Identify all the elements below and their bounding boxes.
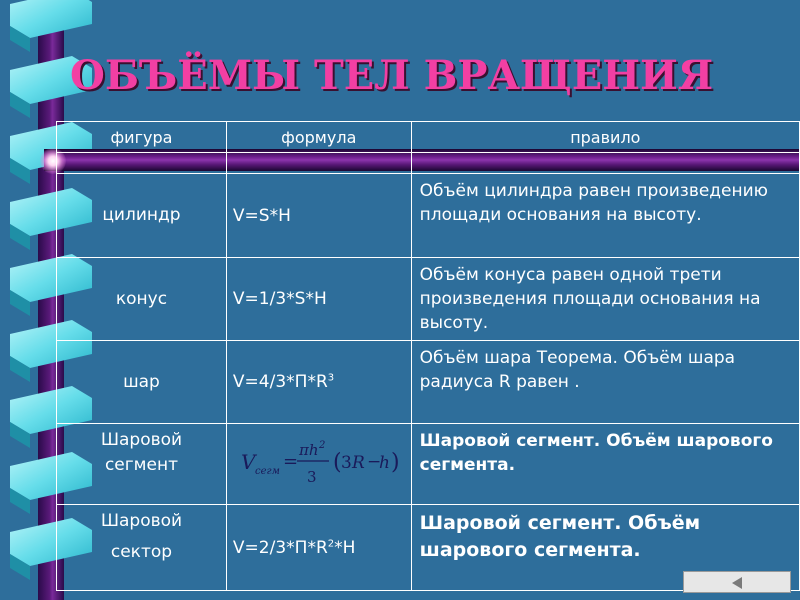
- rule-cell: Шаровой сегмент. Объём шарового сегмента.: [411, 505, 799, 591]
- table-row: [57, 258, 800, 341]
- rule-cell: Объём конуса равен одной трети произведения площади основания на высоту.: [411, 258, 799, 341]
- ribbon-band: [0, 0, 100, 60]
- header-formula: формула: [226, 122, 411, 153]
- svg-text:V: V: [240, 449, 256, 474]
- figure-line: сегмент: [104, 455, 178, 475]
- figure-line: Шаровой: [100, 511, 183, 531]
- volumes-table: [56, 121, 800, 591]
- formula-main: V=2/3*П*R: [232, 537, 328, 558]
- formula-cell: [226, 341, 411, 424]
- table-row: [57, 341, 800, 424]
- svg-text:3: 3: [306, 467, 317, 486]
- figure-line: сектор: [110, 542, 173, 562]
- back-button[interactable]: [683, 571, 791, 593]
- slide-title: ОБЪЁМЫ ТЕЛ ВРАЩЕНИЯ: [70, 52, 714, 99]
- svg-text:R: R: [351, 452, 365, 473]
- formula-main: V=4/3*П*R: [232, 372, 328, 392]
- rule-cell: Шаровой сегмент. Объём шарового сегмента.: [411, 424, 799, 505]
- svg-text:2: 2: [318, 439, 326, 451]
- formula-tail: *H: [334, 537, 356, 558]
- svg-text:сегм: сегм: [254, 465, 280, 477]
- svg-text:h: h: [378, 452, 390, 473]
- table-spacer-row: [57, 153, 800, 174]
- svg-text:(: (: [332, 449, 342, 475]
- table-header-row: [57, 122, 800, 153]
- figure-cell: шар: [57, 341, 227, 424]
- spacer-cell: [226, 153, 411, 174]
- segment-volume-formula-image: [233, 427, 403, 497]
- svg-text:=: =: [282, 450, 299, 472]
- spacer-cell: [57, 153, 227, 174]
- svg-text:πh: πh: [298, 440, 319, 459]
- spacer-cell: [411, 153, 799, 174]
- table-row: [57, 174, 800, 258]
- formula-exponent: 2: [327, 537, 335, 549]
- svg-text:−: −: [366, 451, 382, 472]
- table-row: [57, 424, 800, 505]
- rule-cell: Объём шара Теорема. Объём шара радиуса R равен .: [411, 341, 799, 424]
- formula-cell: [226, 424, 411, 505]
- figure-cell: [57, 505, 227, 591]
- formula-exponent: 3: [327, 372, 335, 384]
- rule-cell: Объём цилиндра равен произведению площади основания на высоту.: [411, 174, 799, 258]
- formula-cell: [226, 505, 411, 591]
- header-rule: правило: [411, 122, 799, 153]
- svg-text:3: 3: [340, 452, 352, 473]
- figure-cell: [57, 424, 227, 505]
- header-figure: фигура: [57, 122, 227, 153]
- triangle-left-icon: [732, 577, 742, 589]
- figure-cell: конус: [57, 258, 227, 341]
- svg-text:): ): [390, 449, 400, 475]
- figure-cell: цилиндр: [57, 174, 227, 258]
- formula-cell: V=S*H: [226, 174, 411, 258]
- figure-line: Шаровой: [100, 430, 183, 450]
- formula-cell: V=1/3*S*H: [226, 258, 411, 341]
